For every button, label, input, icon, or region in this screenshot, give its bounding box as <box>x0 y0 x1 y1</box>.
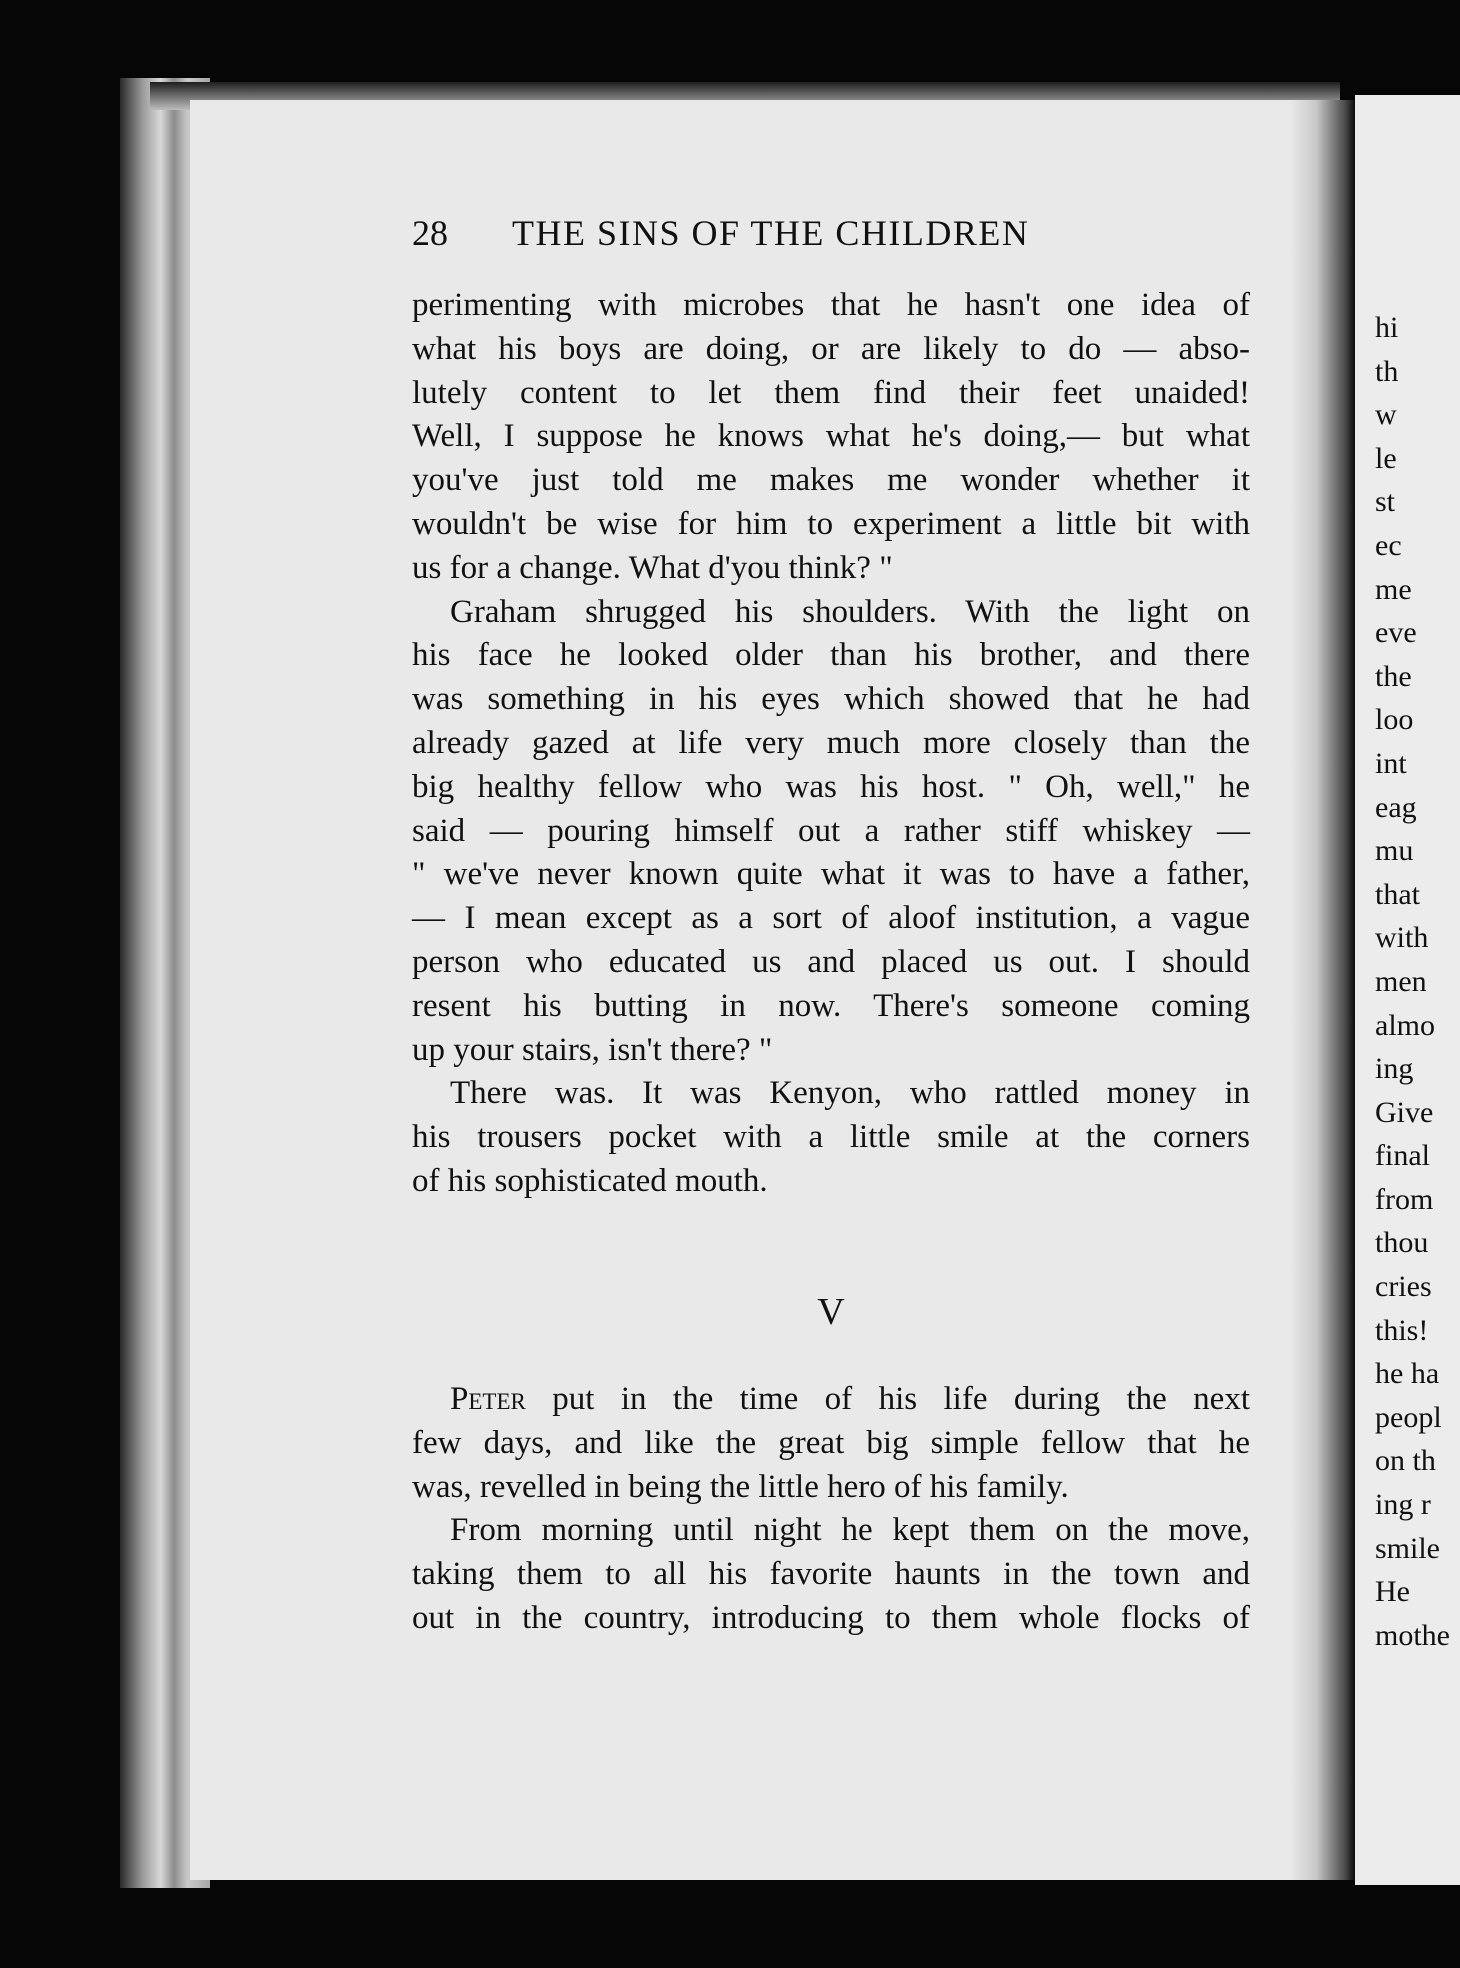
right-page-fragment: that <box>1375 877 1420 911</box>
running-head <box>412 212 1132 262</box>
text-line: few days, and like the great big simple fellow that he <box>412 1424 1250 1461</box>
right-page-fragment: He <box>1375 1575 1410 1609</box>
text-line: Well, I suppose he knows what he's doing,— but what <box>412 418 1250 455</box>
right-page-fragment: with <box>1375 921 1429 955</box>
text-line: was, revelled in being the little hero of his family. <box>412 1468 1069 1505</box>
right-page-fragment: this! <box>1375 1313 1429 1347</box>
right-page-fragment: ec <box>1375 528 1402 562</box>
text-line: was something in his eyes which showed that he had <box>412 681 1250 718</box>
right-page-fragment: mothe <box>1375 1618 1450 1652</box>
text-line: of his sophisticated mouth. <box>412 1162 768 1199</box>
text-line: Graham shrugged his shoulders. With the light on <box>450 593 1250 630</box>
text-line: big healthy fellow who was his host. " Oh, well," he <box>412 768 1250 805</box>
body-text <box>412 284 1250 1204</box>
text-line: resent his butting in now. There's someone coming <box>412 987 1250 1024</box>
right-page-fragment: cries <box>1375 1270 1432 1304</box>
right-page-fragment: loo <box>1375 703 1414 737</box>
text-line: his face he looked older than his brother, and there <box>412 637 1250 674</box>
text-line: person who educated us and placed us out. I should <box>412 943 1250 980</box>
right-page-fragment: le <box>1375 441 1397 475</box>
right-page-fragment: ing r <box>1375 1488 1431 1522</box>
text-line: " we've never known quite what it was to have a father, <box>412 856 1250 893</box>
text-line: From morning until night he kept them on the move, <box>450 1512 1250 1549</box>
book-title: THE SINS OF THE CHILDREN <box>512 213 1030 253</box>
right-page-fragment: me <box>1375 572 1412 606</box>
chapter-heading: V <box>817 1291 845 1333</box>
right-page-fragment: eve <box>1375 616 1417 650</box>
text-line: already gazed at life very much more closely than the <box>412 724 1250 761</box>
right-page-fragment: men <box>1375 964 1427 998</box>
first-line-rest: put in the time of his life during the next <box>525 1381 1250 1417</box>
right-page-fragment: on th <box>1375 1444 1436 1478</box>
right-page-fragment: hi <box>1375 311 1399 344</box>
right-page-fragment: mu <box>1375 834 1414 868</box>
text-line: — I mean except as a sort of aloof institution, a vague <box>412 900 1250 937</box>
text-line: said — pouring himself out a rather stiff whiskey — <box>412 812 1250 849</box>
right-page-fragment: th <box>1375 354 1399 388</box>
right-page-fragment: from <box>1375 1182 1434 1216</box>
text-line: up your stairs, isn't there? " <box>412 1031 773 1068</box>
text-line: us for a change. What d'you think? " <box>412 549 893 586</box>
text-line: out in the country, introducing to them whole flocks of <box>412 1599 1250 1636</box>
right-page-fragment: the <box>1375 659 1412 693</box>
right-page-fragment: Give <box>1375 1095 1434 1129</box>
text-line <box>412 1378 1250 1422</box>
right-page-fragment: eag <box>1375 790 1417 824</box>
text-line: lutely content to let them find their feet unaided! <box>412 374 1250 411</box>
page-number: 28 <box>412 213 448 253</box>
right-page-fragment: thou <box>1375 1226 1429 1260</box>
chapter-body-text <box>412 1378 1250 1641</box>
right-page-fragment: peopl <box>1375 1400 1442 1434</box>
text-line: what his boys are doing, or are likely to do — abso- <box>412 330 1250 367</box>
text-line: wouldn't be wise for him to experiment a little bit with <box>412 505 1250 542</box>
right-page-fragment: ing <box>1375 1052 1414 1086</box>
right-page-fragment: almo <box>1375 1008 1435 1042</box>
right-page-fragment: st <box>1375 485 1396 519</box>
text-line: his trousers pocket with a little smile at the corners <box>412 1119 1250 1156</box>
right-page-fragment: int <box>1375 746 1407 780</box>
right-page-text <box>1375 306 1460 1657</box>
right-page-fragment: smile <box>1375 1531 1440 1565</box>
chapter-first-word: Peter <box>450 1381 526 1417</box>
right-page-fragment: he ha <box>1375 1357 1440 1391</box>
book-gutter <box>1290 100 1355 1880</box>
text-line: taking them to all his favorite haunts in the town and <box>412 1556 1250 1593</box>
text-line: There was. It was Kenyon, who rattled money in <box>450 1075 1250 1112</box>
text-line: perimenting with microbes that he hasn't one idea of <box>412 287 1250 323</box>
right-page-fragment: w <box>1375 398 1397 432</box>
text-line: you've just told me makes me wonder whether it <box>412 462 1250 499</box>
right-page-fragment: final <box>1375 1139 1430 1173</box>
